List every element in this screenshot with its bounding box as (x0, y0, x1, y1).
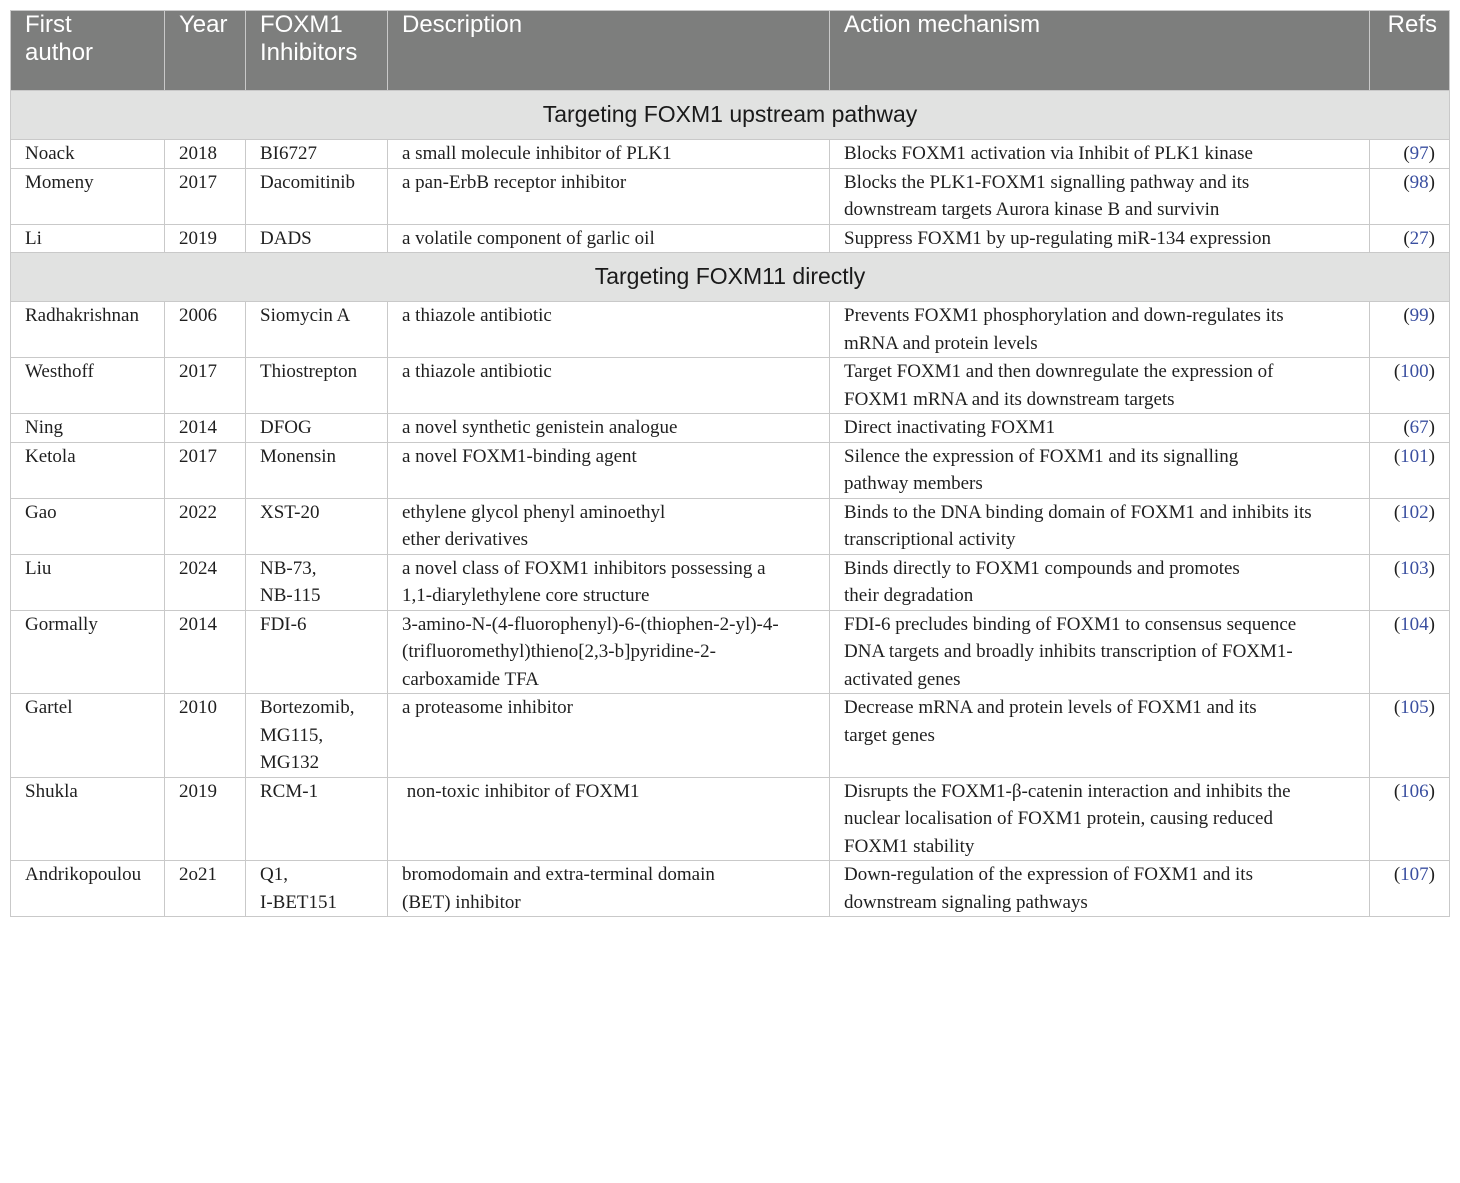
mechanism-cell-line: Down-regulation of the expression of FOXM1 and its (844, 864, 1253, 885)
inhibitor-cell (246, 414, 388, 443)
header-inhibitor-line1: FOXM1 (260, 11, 343, 38)
description-cell-line: a pan-ErbB receptor inhibitor (402, 171, 627, 193)
mechanism-cell-line: Suppress FOXM1 by up-regulating miR-134 expression (844, 227, 1271, 249)
description-cell-line: a novel class of FOXM1 inhibitors possessing a (402, 557, 766, 579)
table-row (11, 358, 1450, 414)
inhibitor-cell (246, 140, 388, 169)
year-cell: 2014 (165, 414, 246, 443)
description-cell (388, 861, 830, 917)
year-cell: 2017 (165, 168, 246, 224)
mechanism-cell-line: Prevents FOXM1 phosphorylation and down-regulates its (844, 305, 1284, 326)
reference-link[interactable]: 104 (1400, 613, 1429, 635)
table-row (11, 414, 1450, 443)
mechanism-cell-line: Blocks FOXM1 activation via Inhibit of PLK1 kinase (844, 143, 1253, 164)
table-header (11, 11, 1450, 91)
table-body (11, 91, 1450, 917)
inhibitor-cell-line: NB-115 (260, 585, 321, 606)
mechanism-cell-line: Blocks the PLK1-FOXM1 signalling pathway and its (844, 171, 1250, 193)
table-row (11, 694, 1450, 778)
refs-cell: (104) (1370, 610, 1450, 694)
refs-cell: (99) (1370, 302, 1450, 358)
section-title: Targeting FOXM1 upstream pathway (11, 91, 1450, 140)
author-cell: Shukla (11, 777, 165, 861)
mechanism-cell-line: Target FOXM1 and then downregulate the expression of (844, 361, 1274, 382)
inhibitor-cell (246, 498, 388, 554)
description-cell (388, 694, 830, 778)
mechanism-cell-line: FOXM1 stability (844, 835, 975, 857)
mechanism-cell-line: nuclear localisation of FOXM1 protein, causing reduced (844, 808, 1273, 829)
section-title: Targeting FOXM11 directly (11, 253, 1450, 302)
author-cell: Ning (11, 414, 165, 443)
author-cell: Gao (11, 498, 165, 554)
header-description: Description (388, 11, 830, 91)
refs-cell: (102) (1370, 498, 1450, 554)
reference-link[interactable]: 103 (1400, 557, 1429, 579)
description-cell-line: carboxamide TFA (402, 668, 540, 690)
header-inhibitors (246, 11, 388, 91)
description-cell-line: 1,1-diarylethylene core structure (402, 585, 650, 606)
year-cell: 2018 (165, 140, 246, 169)
inhibitor-cell-line: NB-73, (260, 557, 317, 579)
mechanism-cell-line: downstream signaling pathways (844, 891, 1088, 913)
year-cell: 2019 (165, 777, 246, 861)
reference-link[interactable]: 100 (1400, 361, 1429, 382)
mechanism-cell-line: pathway members (844, 473, 983, 494)
table-row (11, 168, 1450, 224)
author-cell: Ketola (11, 442, 165, 498)
mechanism-cell (830, 610, 1370, 694)
description-cell (388, 414, 830, 443)
mechanism-cell-line: Binds directly to FOXM1 compounds and promotes (844, 557, 1240, 579)
description-cell (388, 302, 830, 358)
inhibitor-cell (246, 694, 388, 778)
inhibitor-cell (246, 777, 388, 861)
header-first-author (11, 11, 165, 91)
inhibitor-cell (246, 442, 388, 498)
inhibitor-cell-line: I-BET151 (260, 891, 338, 913)
inhibitor-cell-line: Q1, (260, 864, 288, 885)
table-row (11, 224, 1450, 253)
year-cell: 2006 (165, 302, 246, 358)
author-cell: Liu (11, 554, 165, 610)
reference-link[interactable]: 97 (1409, 143, 1429, 164)
reference-link[interactable]: 102 (1400, 501, 1429, 523)
refs-cell: (67) (1370, 414, 1450, 443)
reference-link[interactable]: 99 (1409, 305, 1429, 326)
author-cell: Radhakrishnan (11, 302, 165, 358)
refs-cell: (27) (1370, 224, 1450, 253)
inhibitor-cell-line: MG115, (260, 724, 324, 746)
refs-cell: (101) (1370, 442, 1450, 498)
table-row (11, 140, 1450, 169)
mechanism-cell (830, 414, 1370, 443)
description-cell-line: a volatile component of garlic oil (402, 227, 655, 249)
description-cell-line: bromodomain and extra-terminal domain (402, 864, 715, 885)
description-cell-line: a proteasome inhibitor (402, 697, 573, 718)
reference-link[interactable]: 105 (1400, 697, 1429, 718)
inhibitor-cell (246, 554, 388, 610)
header-year: Year (165, 11, 246, 91)
description-cell (388, 358, 830, 414)
inhibitor-cell (246, 302, 388, 358)
description-cell-line: a small molecule inhibitor of PLK1 (402, 143, 672, 164)
mechanism-cell-line: Binds to the DNA binding domain of FOXM1 and inhibits its (844, 501, 1312, 523)
table-row (11, 554, 1450, 610)
reference-link[interactable]: 107 (1400, 864, 1429, 885)
header-refs: Refs (1370, 11, 1450, 91)
author-cell: Gormally (11, 610, 165, 694)
inhibitor-cell-line: Dacomitinib (260, 171, 355, 193)
description-cell-line: a novel synthetic genistein analogue (402, 417, 678, 438)
table-row (11, 442, 1450, 498)
mechanism-cell-line: FDI-6 precludes binding of FOXM1 to consensus sequence (844, 613, 1297, 635)
table-row (11, 302, 1450, 358)
description-cell (388, 140, 830, 169)
inhibitor-cell-line: Monensin (260, 445, 336, 467)
header-author-line1: First (25, 11, 72, 38)
header-row (11, 11, 1450, 91)
refs-cell: (106) (1370, 777, 1450, 861)
inhibitor-cell (246, 358, 388, 414)
author-cell: Westhoff (11, 358, 165, 414)
inhibitor-cell-line: Bortezomib, (260, 697, 355, 718)
year-cell: 2014 (165, 610, 246, 694)
inhibitor-cell-line: BI6727 (260, 143, 317, 164)
inhibitor-cell-line: XST-20 (260, 501, 320, 523)
description-cell (388, 554, 830, 610)
description-cell-line: non-toxic inhibitor of FOXM1 (402, 780, 640, 802)
mechanism-cell (830, 442, 1370, 498)
mechanism-cell-line: transcriptional activity (844, 529, 1016, 550)
table-row (11, 610, 1450, 694)
inhibitor-cell (246, 610, 388, 694)
refs-cell: (103) (1370, 554, 1450, 610)
header-author-line2: author (25, 39, 94, 66)
refs-cell: (100) (1370, 358, 1450, 414)
mechanism-cell (830, 224, 1370, 253)
year-cell: 2022 (165, 498, 246, 554)
mechanism-cell (830, 498, 1370, 554)
reference-link[interactable]: 98 (1409, 171, 1429, 193)
description-cell-line: a thiazole antibiotic (402, 305, 552, 326)
author-cell: Li (11, 224, 165, 253)
description-cell-line: 3-amino-N-(4-fluorophenyl)-6-(thiophen-2-yl)-4- (402, 613, 779, 635)
inhibitor-cell-line: RCM-1 (260, 780, 319, 802)
description-cell-line: (trifluoromethyl)thieno[2,3-b]pyridine-2- (402, 641, 716, 662)
description-cell-line: a novel FOXM1-binding agent (402, 445, 637, 467)
reference-link[interactable]: 106 (1400, 780, 1429, 802)
description-cell (388, 777, 830, 861)
table-row (11, 498, 1450, 554)
mechanism-cell (830, 777, 1370, 861)
mechanism-cell-line: their degradation (844, 585, 974, 606)
mechanism-cell-line: Silence the expression of FOXM1 and its signalling (844, 445, 1239, 467)
inhibitor-cell (246, 861, 388, 917)
inhibitor-cell-line: Siomycin A (260, 305, 351, 326)
foxm1-inhibitors-table (10, 10, 1450, 917)
section-row (11, 91, 1450, 140)
year-cell: 2010 (165, 694, 246, 778)
description-cell (388, 168, 830, 224)
year-cell: 2024 (165, 554, 246, 610)
author-cell: Gartel (11, 694, 165, 778)
header-inhibitor-line2: Inhibitors (260, 39, 358, 66)
mechanism-cell-line: Direct inactivating FOXM1 (844, 417, 1056, 438)
mechanism-cell-line: Decrease mRNA and protein levels of FOXM1 and its (844, 697, 1257, 718)
refs-cell: (105) (1370, 694, 1450, 778)
mechanism-cell-line: mRNA and protein levels (844, 332, 1038, 354)
description-cell-line: a thiazole antibiotic (402, 361, 552, 382)
refs-cell: (107) (1370, 861, 1450, 917)
reference-link[interactable]: 67 (1409, 417, 1429, 438)
year-cell: 2017 (165, 442, 246, 498)
inhibitor-cell-line: Thiostrepton (260, 361, 358, 382)
refs-cell: (97) (1370, 140, 1450, 169)
description-cell (388, 610, 830, 694)
mechanism-cell-line: Disrupts the FOXM1-β-catenin interaction and inhibits the (844, 780, 1291, 802)
reference-link[interactable]: 101 (1400, 445, 1429, 467)
mechanism-cell-line: activated genes (844, 668, 961, 690)
inhibitor-cell (246, 168, 388, 224)
year-cell: 2017 (165, 358, 246, 414)
year-cell: 2o21 (165, 861, 246, 917)
description-cell-line: (BET) inhibitor (402, 891, 521, 913)
year-cell: 2019 (165, 224, 246, 253)
table-row (11, 861, 1450, 917)
description-cell-line: ethylene glycol phenyl aminoethyl (402, 501, 666, 523)
inhibitor-cell (246, 224, 388, 253)
mechanism-cell (830, 861, 1370, 917)
inhibitor-cell-line: DADS (260, 227, 312, 249)
description-cell (388, 442, 830, 498)
author-cell: Momeny (11, 168, 165, 224)
description-cell (388, 224, 830, 253)
inhibitor-cell-line: DFOG (260, 417, 312, 438)
table-row (11, 777, 1450, 861)
author-cell: Andrikopoulou (11, 861, 165, 917)
author-cell: Noack (11, 140, 165, 169)
mechanism-cell (830, 554, 1370, 610)
mechanism-cell (830, 168, 1370, 224)
description-cell-line: ether derivatives (402, 529, 529, 550)
mechanism-cell-line: target genes (844, 724, 935, 746)
section-row (11, 253, 1450, 302)
refs-cell: (98) (1370, 168, 1450, 224)
header-action-mechanism: Action mechanism (830, 11, 1370, 91)
description-cell (388, 498, 830, 554)
inhibitor-cell-line: FDI-6 (260, 613, 307, 635)
mechanism-cell (830, 358, 1370, 414)
reference-link[interactable]: 27 (1409, 227, 1429, 249)
mechanism-cell (830, 140, 1370, 169)
inhibitor-cell-line: MG132 (260, 752, 320, 773)
mechanism-cell-line: FOXM1 mRNA and its downstream targets (844, 388, 1175, 410)
mechanism-cell-line: downstream targets Aurora kinase B and survivin (844, 199, 1220, 220)
mechanism-cell (830, 302, 1370, 358)
mechanism-cell-line: DNA targets and broadly inhibits transcription of FOXM1- (844, 641, 1293, 662)
mechanism-cell (830, 694, 1370, 778)
